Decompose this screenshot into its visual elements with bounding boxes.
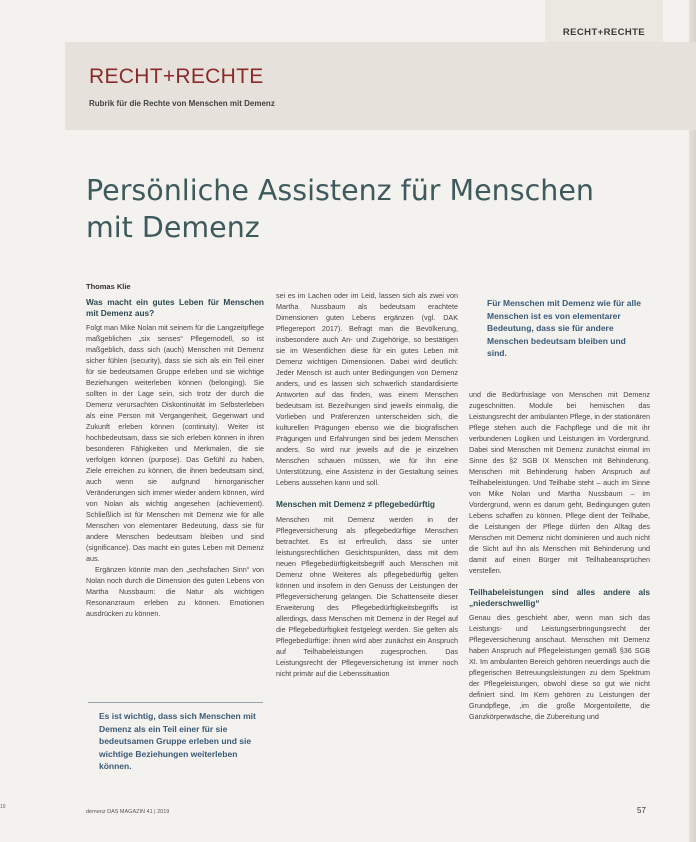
article-headline: Persönliche Assistenz für Menschen mit Demenz	[86, 174, 594, 244]
article-column-2	[276, 290, 458, 679]
column-3-paragraph: Genau dies geschieht aber, wenn man sich das Leistungs- und Leistungserbringungsrecht der Pflegeversicherung anschaut. Menschen mit Demenz haben Anspruch auf Pflegeleistungen gemäß §36 SGB XI. Im ambulanten Bereich gehören neuerdings auch die pflegerischen Betreuungsleistungen zu dem Spektrum der Pflegeleistungen, obwohl diese so gut wie nicht definiert sind. Im Kern gehören zu Leistungen der Grundpflege, ,im die große Morgentoilette, die Ganzkörperwäsche, die Zubereitung und	[469, 613, 650, 721]
column-2-subhead: Menschen mit Demenz ≠ pflegebedürftig	[276, 499, 435, 509]
column-1-paragraph: Ergänzen könnte man den „sechsfachen Sinn“ von Nolan noch durch die Dimension des guten Lebens von Martha Nussbaum: die Natur als wichtigen Resonanzraum erleben zu können. Emotionen ausdrücken zu können.	[86, 565, 264, 618]
column-3-paragraph: und die Bedürfnislage von Menschen mit Demenz zugeschnitten. Module bei hemischen das Leistungsrecht der ambulanten Pflege, in der stationären Pflege stehen auch die Fachpflege und die mit ihr verbundenen Logiken und Leistungen im Vordergrund. Dabei sind Menschen mit Demenz zunächst einmal im Sinne des §2 SGB IX Menschen mit Behinderung. Menschen mit Behinderung haben Anspruch auf Teilhabeleistungen. Und Teilhabe steht – auch im Sinne von Mike Nolan und Martha Nussbaum – im Vordergrund, wenn es darum geht, Bedingungen guten Lebens schaffen zu können. Pflege dient der Teilhabe, die Leistungen der Pflege dürfen den Alltag des Menschen mit Demenz nicht dominieren und auch nicht die Sicht auf ihn als Menschen mit Behinderung und damit auf einen Bürger mit Teilhabeansprüchen verstellen.	[469, 390, 650, 575]
rubric-subtitle: Rubrik für die Rechte von Menschen mit Demenz	[89, 99, 275, 108]
column-3-subhead: Teilhabeleistungen sind alles andere als „niederschwellig“	[469, 587, 650, 608]
section-tab: RECHT+RECHTE	[545, 0, 663, 42]
article-column-3	[469, 389, 650, 722]
footer-publication: demenz DAS MAGAZIN 41 | 2019	[86, 809, 170, 815]
pull-quote-2: Für Menschen mit Demenz wie für alle Menschen ist es von elementarer Bedeutung, dass sie für andere Menschen bedeutsam bleiben und sind.	[487, 298, 641, 358]
pull-quote-rule	[88, 702, 263, 703]
pull-quote-1: Es ist wichtig, dass sich Menschen mit Demenz als ein Teil einer für sie bedeutsamen Gruppe erleben und sie wichtige Beziehungen weiterleben können.	[99, 711, 256, 771]
column-2-paragraph: Menschen mit Demenz werden in der Pflegeversicherung als pflegebedürftige Menschen betrachtet. Es ist erfreulich, dass sie unter leistungsrechtlichen Gesichtspunkten, dass mit dem neuen Pflegebedürftigkeitsbegriff auch Menschen mit Demenz ohne Weiteres als pflegebedürftig gelten können und insofern in den Genuss der Leistungen der Pflegeversicherung gelangen. Die Schattenseite dieser Erweiterung des Pflegebedürftigkeitsbegriffs ist allerdings, dass Menschen mit Demenz in der Regel auf die Pflegebedürftigkeit festgelegt werden. Sie gelten als Pflegebedürftige: ihnen wird aber zunächst ein Anspruch auf Teilhabeleistungen zugesprochen. Das Leistungsrecht der Pflegeversicherung ist immer noch nicht primär auf die Lebenssituation	[276, 514, 458, 678]
rubric-title: RECHT+RECHTE	[89, 65, 264, 88]
margin-mark: 19	[0, 804, 6, 810]
author-name: Thomas Klie	[86, 282, 131, 291]
column-1-subhead: Was macht ein gutes Leben für Menschen mit Demenz aus?	[86, 297, 264, 318]
column-1-paragraph: Folgt man Mike Nolan mit seinem für die Langzeitpflege maßgeblichen „six senses“ Pflegemodell, so ist maßgeblich, dass sich (auch) Menschen mit Demenz sicher fühlen (security), dass sie sich als ein Teil einer für sie bedeutsamen Gruppe erleben und sie wichtige Beziehungen weiterleben können (belonging). Sie sollten in der Lage sein, sich trotz der durch die Demenz verursachten Diskontinuität im Selbsterleben als eine Person mit Vergangenheit, Gegenwart und Zukunft erleben können (continuity). Weiter ist hochbedeutsam, dass sie sich erleben können in ihren besonderen Fähigkeiten und Merkmalen, die sie verfolgen können (purpose). Das Gefühl zu haben, Ziele erreichen zu können, die ihnen bedeutsam sind, auch wenn sie aufgrund hirnorganischer Veränderungen sich immer wieder andern können, wird von Nolan als wichtig angesehen (achievement). Schließlich ist für Menschen mit Demenz wie für alle Menschen von elementarer Bedeutung, dass sie für andere Menschen bedeutsam bleiben und sind (significance). Das macht ein gutes Leben mit Demenz aus.	[86, 323, 264, 563]
article-column-1	[86, 297, 264, 619]
column-2-paragraph: sei es im Lachen oder im Leid, lassen sich als zwei von Martha Nussbaum als bedeutsam erachtete Dimensionen guten Lebens ergänzen (vgl. DAK Pflegereport 2017). Befragt man die Bevölkerung, insbesondere auch An- und Zugehörige, so bestätigen sie im Wesentlichen diese für ein gutes Leben mit Demenz wichtigen Dimensionen. Dabei wird deutlich: Jeder Mensch ist auch unter Bedingungen von Demenz anders, und es lassen sich schwerlich standardisierte Antworten auf das finden, was einem Menschen bedeutsam ist. Bezeihungen sind jeweils einmalig, die Vorlieben und Präferenzen unterscheiden sich, die kulturellen Prägungen ebenso wie die biografischen Prägungen und Erfahrungen sind bei jedem Menschen anders. So wird nur jeweils auf die je einzelnen Menschen schauen müssen, wie für ihn eine Unterstützung, eine Assistenz in der Gestaltung seines Lebens aussehen kann und soll.	[276, 291, 458, 487]
page-number: 57	[637, 806, 646, 815]
